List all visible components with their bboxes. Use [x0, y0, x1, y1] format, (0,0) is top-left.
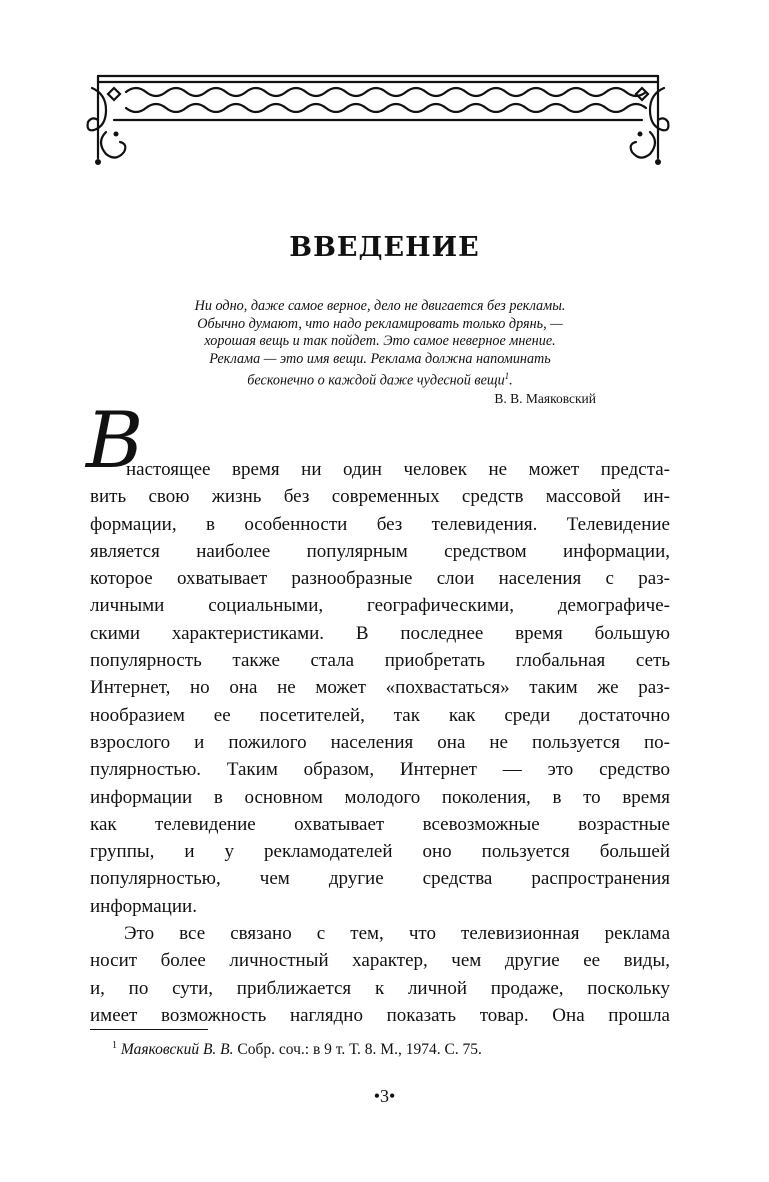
- text-line: Интернет, но она не может «похвастаться» таким же раз-: [90, 677, 670, 699]
- footnote-text: Собр. соч.: в 9 т. Т. 8. М., 1974. С. 75.: [237, 1041, 482, 1059]
- text-line: носит более личностный характер, чем другие ее виды,: [90, 950, 670, 972]
- text-line: взрослого и пожилого населения она не пользуется по-: [90, 731, 670, 753]
- epigraph-line-text: бесконечно о каждой даже чудесной вещи: [247, 373, 505, 390]
- text-line: информации в основном молодого поколения, в то время: [90, 786, 670, 808]
- page-number: •3•: [373, 1086, 396, 1106]
- main-text: [90, 456, 670, 1029]
- text-line: пулярностью. Таким образом, Интернет — это средство: [90, 759, 670, 781]
- epigraph: [120, 298, 640, 391]
- text-line: группы, и у рекламодателей оно пользуется большей: [90, 841, 670, 863]
- text-line: как телевидение охватывает всевозможные возрастные: [90, 813, 670, 835]
- drop-cap: В: [86, 396, 144, 486]
- footnote-author: Маяковский В. В.: [120, 1041, 234, 1059]
- epigraph-line: Ни одно, даже самое верное, дело не двигается без рекламы.: [194, 298, 566, 314]
- text-line: и, по сути, приближается к личной продаже, поскольку: [90, 977, 670, 999]
- text-line: личными социальными, географическими, демографиче-: [90, 595, 670, 617]
- footnote-mark: 1: [112, 1040, 117, 1051]
- footnote: [112, 1040, 482, 1059]
- epigraph-line: Реклама — это имя вещи. Реклама должна напоминать: [209, 350, 551, 367]
- page-title: ВВЕДЕНИЕ: [289, 232, 480, 263]
- text-line: Это все связано с тем, что телевизионная реклама: [124, 923, 670, 945]
- text-line: популярность также стала приобретать глобальная сеть: [90, 650, 670, 672]
- decorative-header-ornament: [86, 74, 670, 166]
- text-line: имеет возможность наглядно показать товар. Она прошла: [90, 1004, 670, 1026]
- text-line: популярностью, чем другие средства распространения: [90, 868, 670, 890]
- text-line: формации, в особенности без телевидения. Телевидение: [90, 513, 670, 535]
- footnote-separator: [90, 1029, 208, 1030]
- text-line: скими характеристиками. В последнее время большую: [90, 622, 670, 644]
- epigraph-line: Обычно думают, что надо рекламировать только дрянь, —: [197, 315, 563, 332]
- text-line: нообразием ее посетителей, так как среди достаточно: [90, 704, 670, 726]
- text-line: вить свою жизнь без современных средств массовой ин-: [90, 486, 670, 508]
- text-line: является наиболее популярным средством информации,: [90, 540, 670, 562]
- text-line: информации.: [90, 895, 197, 917]
- epigraph-line: хорошая вещь и так пойдет. Это самое неверное мнение.: [204, 333, 556, 350]
- text-line: которое охватывает разнообразные слои населения с раз-: [90, 568, 670, 590]
- text-line: настоящее время ни один человек не может предста-: [126, 459, 670, 480]
- footnote-reference: 1: [504, 371, 510, 382]
- epigraph-author: В. В. Маяковский: [494, 391, 596, 406]
- epigraph-line: бесконечно о каждой даже чудесной вещи$^1$.: [247, 371, 513, 390]
